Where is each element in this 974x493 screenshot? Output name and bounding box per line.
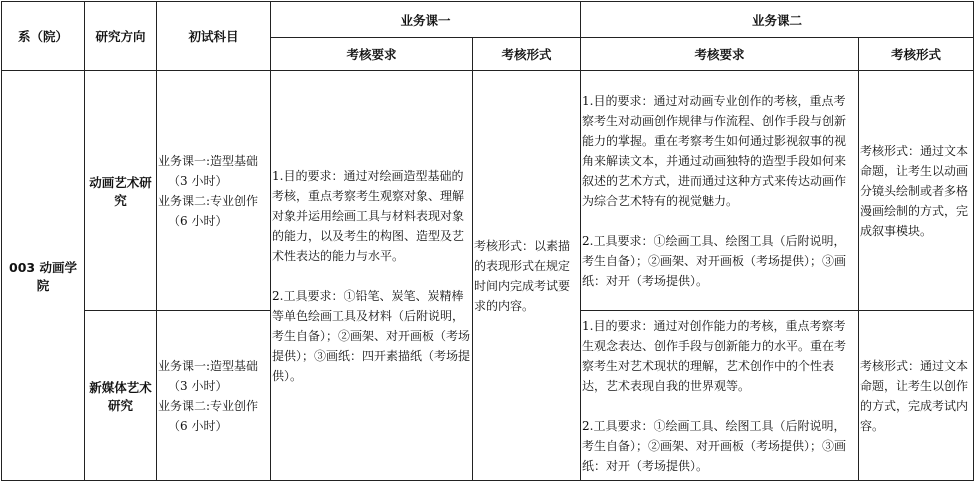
header-row-1: [2, 2, 974, 38]
exam-subjects-cell: [157, 71, 271, 311]
course2-requirement-cell: 1.目的要求：通过对动画专业创作的考核，重点考察考生对动画创作规律与作流程、创作手段与创新能力的掌握。重在考察考生如何通过影视叙事的视角来解读文本，并通过动画独特的造型手段如何来叙述的艺术方式，进而通过这种方式来传达动画作为综合艺术特有的视觉魅力。 2.工具要求：①绘画工具、绘图工具（后附说明，考生自备）；②画架、对开画板（考场提供）；③画纸：对开（考场提供）。: [581, 71, 859, 311]
subject-line: 业务课二:专业创作: [158, 398, 259, 413]
header-department: 系（院）: [2, 2, 85, 71]
course1-form-cell: 考核形式：以素描的表现形式在规定时间内完成考试要求的内容。: [473, 71, 581, 481]
header-direction: 研究方向: [85, 2, 157, 71]
direction-cell: 新媒体艺术研究: [85, 311, 157, 481]
subject-line: （6 小时）: [168, 213, 228, 228]
subject-line: （3 小时）: [168, 173, 228, 188]
subject-line: （3 小时）: [168, 378, 228, 393]
header-course2-requirement: 考核要求: [581, 38, 859, 71]
course2-form-cell: 考核形式：通过文本命题，让考生以创作的方式，完成考试内容。: [859, 311, 974, 481]
header-course2-form: 考核形式: [859, 38, 974, 71]
header-course1: 业务课一: [271, 2, 581, 38]
department-cell: 003 动画学院: [2, 71, 85, 481]
exam-subjects-cell: [157, 311, 271, 481]
header-course2: 业务课二: [581, 2, 974, 38]
header-course1-requirement: 考核要求: [271, 38, 473, 71]
header-exam-subjects: 初试科目: [157, 2, 271, 71]
course2-requirement-cell: 1.目的要求：通过对创作能力的考核，重点考察考生观念表达、创作手段与创新能力的水平。重在考察考生对艺术现状的理解，艺术创作中的个性表达，艺术表现自我的世界观等。 2.工具要求：①绘画工具、绘图工具（后附说明，考生自备）；②画架、对开画板（考场提供）；③画纸：对开（考场提供）。: [581, 311, 859, 481]
table-row: [2, 71, 974, 311]
course1-requirement-cell: 1.目的要求：通过对绘画造型基础的考核，重点考察考生观察对象、理解对象并运用绘画工具与材料表现对象的能力，以及考生的构图、造型及艺术性表达的能力与水平。 2.工具要求：①铅笔、炭笔、炭精棒等单色绘画工具及材料（后附说明，考生自备）；②画架、对开画板（考场提供）；③画纸：四开素描纸（考场提供）。: [271, 71, 473, 481]
admission-table: [1, 1, 974, 481]
subject-line: 业务课一:造型基础: [158, 358, 259, 373]
subject-line: 业务课二:专业创作: [158, 193, 259, 208]
course2-form-cell: 考核形式：通过文本命题，让考生以动画分镜头绘制或者多格漫画绘制的方式，完成叙事模块。: [859, 71, 974, 311]
subject-line: （6 小时）: [168, 418, 228, 433]
header-course1-form: 考核形式: [473, 38, 581, 71]
direction-cell: 动画艺术研究: [85, 71, 157, 311]
subject-line: 业务课一:造型基础: [158, 153, 259, 168]
